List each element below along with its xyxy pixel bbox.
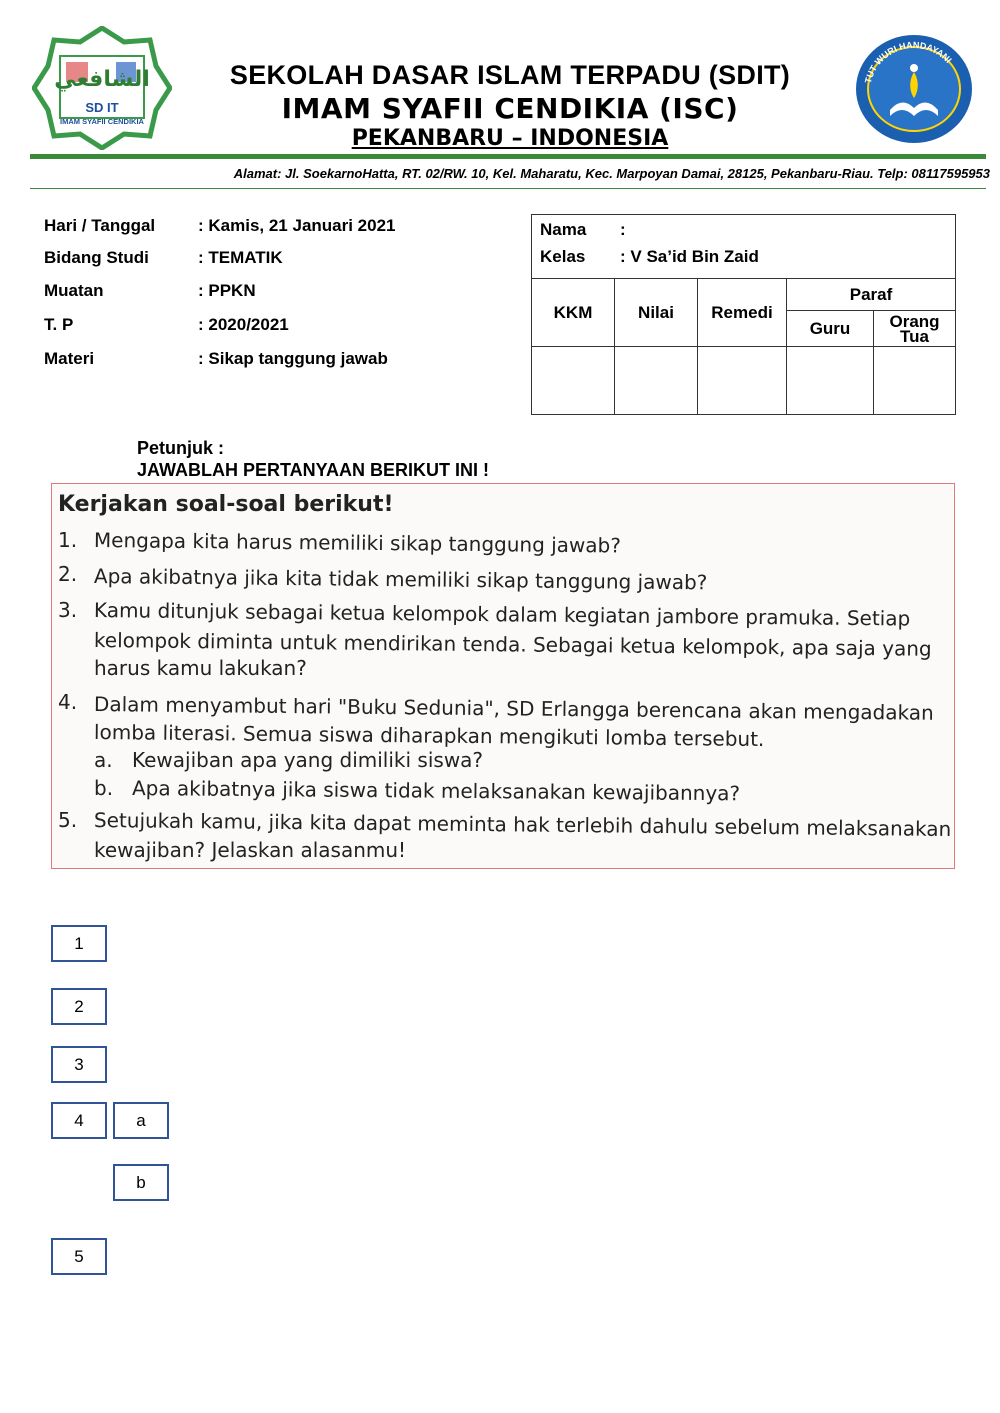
tua-text: Tua <box>900 326 930 346</box>
info-value-date: : Kamis, 21 Januari 2021 <box>198 216 396 235</box>
remedi-cell[interactable] <box>698 347 787 415</box>
name-field[interactable]: : <box>620 219 626 239</box>
question-4b-number: b. <box>94 776 114 800</box>
kkm-cell[interactable] <box>532 347 615 415</box>
question-4a-number: a. <box>94 748 113 772</box>
name-row <box>532 215 956 245</box>
question-5-line1: Setujukah kamu, jika kita dapat meminta hak terlebih dahulu sebelum melaksanakan <box>93 808 952 841</box>
answer-box-1[interactable]: 1 <box>51 925 107 962</box>
question-2: Apa akibatnya jika kita tidak memiliki sikap tanggung jawab? <box>93 564 708 595</box>
info-value-content: : PPKN <box>198 281 256 300</box>
school-logo <box>32 26 172 150</box>
svg-text:SD IT: SD IT <box>85 100 119 115</box>
instruction-title: Petunjuk : <box>137 438 225 458</box>
orang-text: Orang <box>889 311 940 331</box>
guru-header: Guru <box>787 311 874 347</box>
info-value-material: : Sikap tanggung jawab <box>198 349 388 368</box>
class-value: : V Sa’id Bin Zaid <box>620 246 759 266</box>
address-divider <box>30 188 986 189</box>
nilai-cell[interactable] <box>615 347 698 415</box>
name-label: Nama <box>540 219 587 239</box>
question-5-line2: kewajiban? Jelaskan alasanmu! <box>94 838 407 862</box>
info-value-year: : 2020/2021 <box>198 315 289 334</box>
orang-tua-header <box>874 311 956 347</box>
school-name-line1: SEKOLAH DASAR ISLAM TERPADU (SDIT) <box>229 60 791 90</box>
question-1: Mengapa kita harus memiliki sikap tanggung jawab? <box>93 528 622 558</box>
questions-box <box>51 483 955 869</box>
school-name-line2: IMAM SYAFII CENDIKIA (ISC) <box>281 92 739 125</box>
info-value-subject: : TEMATIK <box>198 248 283 267</box>
answer-box-2[interactable]: 2 <box>51 988 107 1025</box>
header-divider <box>30 154 986 159</box>
question-1-number: 1. <box>58 528 78 552</box>
questions-heading: Kerjakan soal-soal berikut! <box>58 492 394 517</box>
answer-box-4[interactable]: 4 <box>51 1102 107 1139</box>
guru-cell[interactable] <box>787 347 874 415</box>
paraf-header: Paraf <box>787 279 956 311</box>
answer-box-3[interactable]: 3 <box>51 1046 107 1083</box>
nilai-header: Nilai <box>615 279 698 347</box>
tut-wuri-handayani-logo <box>852 32 976 146</box>
answer-box-4b[interactable]: b <box>113 1164 169 1201</box>
svg-text:IMAM SYAFII CENDIKIA: IMAM SYAFII CENDIKIA <box>60 117 144 126</box>
svg-text:الشافعي: الشافعي <box>54 67 150 92</box>
question-3-line3: harus kamu lakukan? <box>94 656 307 680</box>
question-4-number: 4. <box>58 690 78 714</box>
orang-tua-cell[interactable] <box>874 347 956 415</box>
class-row <box>532 245 956 279</box>
class-label: Kelas <box>540 246 586 266</box>
question-4-line2: lomba literasi. Semua siswa diharapkan mengikuti lomba tersebut. <box>93 720 765 752</box>
info-label-date: Hari / Tanggal <box>44 216 156 235</box>
answer-box-5[interactable]: 5 <box>51 1238 107 1275</box>
svg-text:TUT WURI HANDAYANI: TUT WURI HANDAYANI <box>862 39 954 85</box>
question-3-line2: kelompok diminta untuk mendirikan tenda. Sebagai ketua kelompok, apa saja yang <box>93 628 932 661</box>
info-label-year: T. P <box>44 315 74 334</box>
question-5-number: 5. <box>58 808 78 832</box>
question-3-number: 3. <box>58 598 78 622</box>
school-address: Alamat: Jl. SoekarnoHatta, RT. 02/RW. 10, Kel. Maharatu, Kec. Marpoyan Damai, 28125, Pekanbaru-Riau. Telp: 08117595953 <box>233 166 990 181</box>
info-label-material: Materi <box>44 349 95 368</box>
question-4a: Kewajiban apa yang dimiliki siswa? <box>132 748 484 772</box>
kkm-header: KKM <box>532 279 615 347</box>
instruction-text: JAWABLAH PERTANYAAN BERIKUT INI ! <box>137 460 490 480</box>
answer-box-4a[interactable]: a <box>113 1102 169 1139</box>
remedi-header: Remedi <box>698 279 787 347</box>
school-location: PEKANBARU – INDONESIA <box>351 126 669 151</box>
info-label-content: Muatan <box>44 281 104 300</box>
score-table <box>531 214 956 415</box>
question-3-line1: Kamu ditunjuk sebagai ketua kelompok dalam kegiatan jambore pramuka. Setiap <box>93 598 911 631</box>
question-4-line1: Dalam menyambut hari "Buku Sedunia", SD Erlangga berencana akan mengadakan <box>93 692 934 725</box>
question-4b: Apa akibatnya jika siswa tidak melaksanakan kewajibannya? <box>131 776 741 806</box>
question-2-number: 2. <box>58 562 78 586</box>
info-label-subject: Bidang Studi <box>44 248 149 267</box>
